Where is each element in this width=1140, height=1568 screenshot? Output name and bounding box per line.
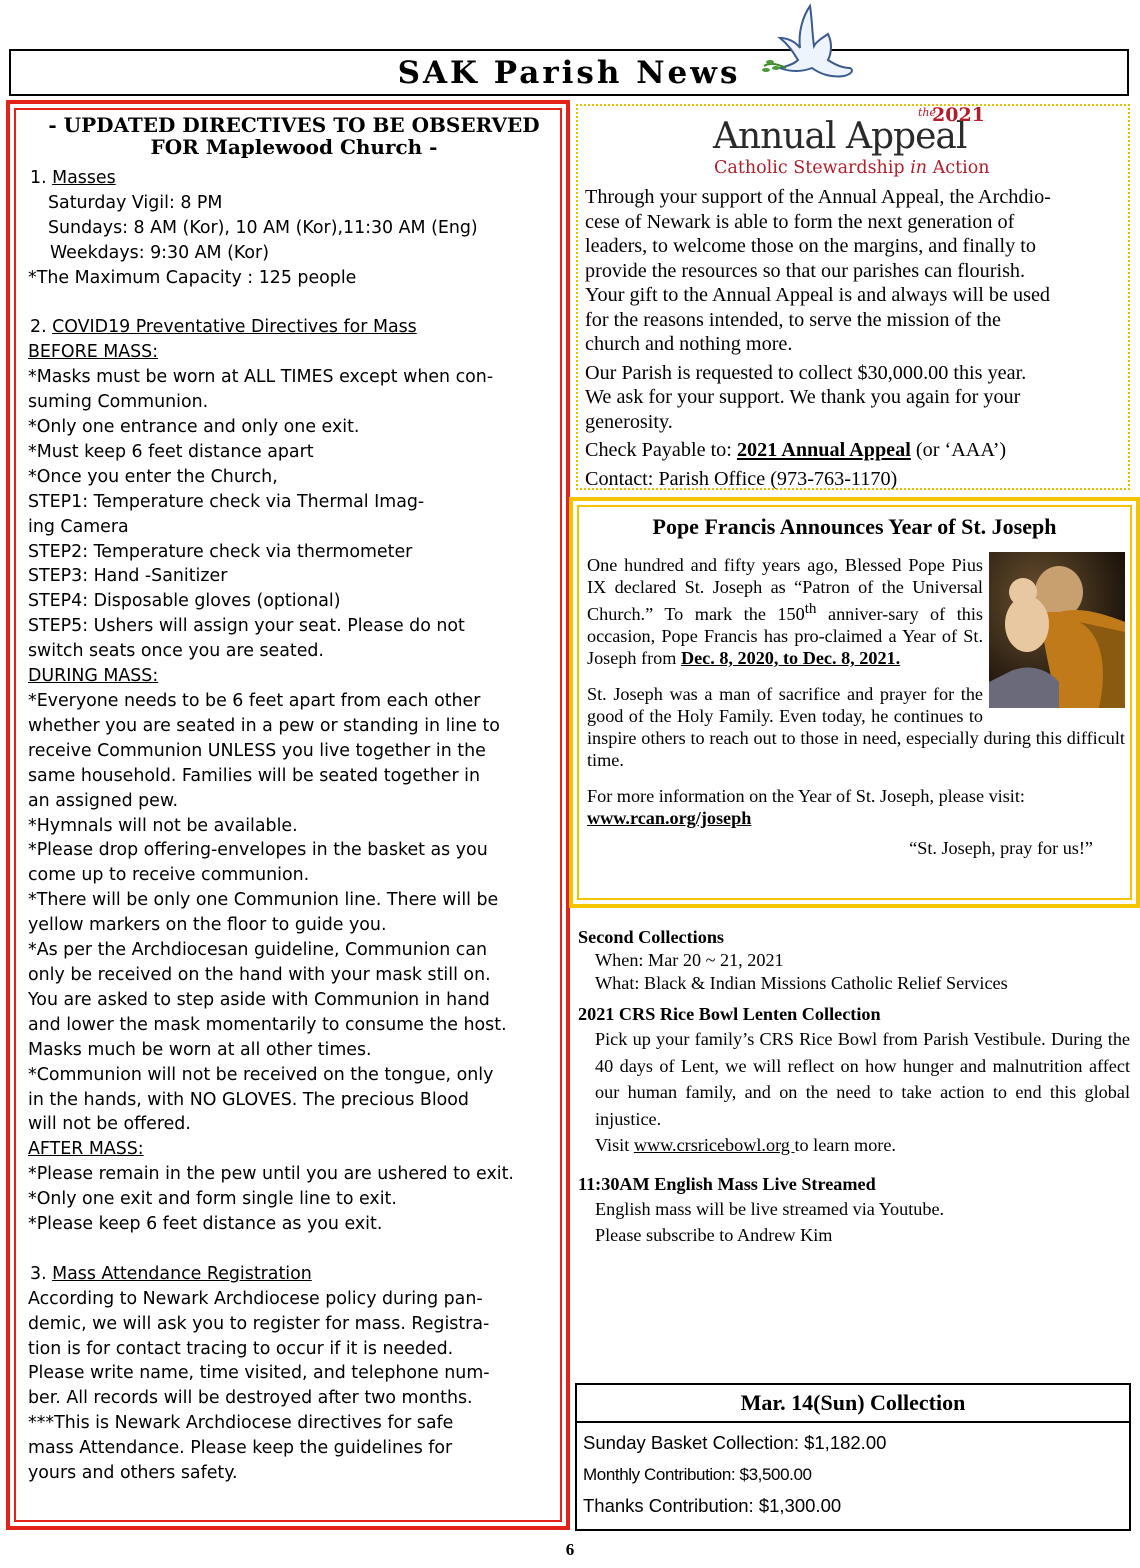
before-mass-line: *Only one entrance and only one exit. <box>28 417 360 438</box>
appeal-line: Our Parish is requested to collect $30,000.00 this year. <box>585 361 1027 384</box>
collection-row: Thanks Contribution: $1,300.00 <box>583 1495 842 1516</box>
covid-heading: 2. COVID19 Preventative Directives for Mass <box>30 317 417 338</box>
during-mass-line: same household. Families will be seated together in <box>28 765 480 786</box>
second-collections-when: When: Mar 20 ~ 21, 2021 <box>595 950 784 970</box>
annual-appeal-subtitle: Catholic Stewardship in Action <box>714 158 990 178</box>
before-mass-line: suming Communion. <box>28 392 209 413</box>
before-mass-line: STEP3: Hand -Sanitizer <box>28 566 228 587</box>
after-mass-line: *Please keep 6 feet distance as you exit. <box>28 1214 383 1235</box>
livestream-line-2: Please subscribe to Andrew Kim <box>595 1224 833 1245</box>
before-mass-line: switch seats once you are seated. <box>28 641 324 662</box>
newsletter-title: SAK Parish News <box>397 55 741 91</box>
during-mass-line: yellow markers on the floor to guide you. <box>28 915 387 936</box>
appeal-line: Through your support of the Annual Appeal, the Archdio- <box>585 186 1051 208</box>
during-mass-line: *There will be only one Communion line. There will be <box>28 890 499 911</box>
annual-appeal-text <box>585 185 1125 491</box>
annual-appeal-logo: Annual Appeal the 2021 Catholic Stewardship in Action <box>713 104 990 178</box>
during-mass-line: *Communion will not be received on the tongue, only <box>28 1064 494 1085</box>
collection-table-title: Mar. 14(Sun) Collection <box>577 1385 1129 1423</box>
pope-paragraph-1: One hundred and fifty years ago, Blessed Pope Pius IX declared St. Joseph as “Patron of the Universal Church.” To mark the 150th anniver-sary of this occasion, Pope Francis has pro-claimed a Year of St. Joseph from Dec. 8, 2020, to Dec. 8, 2021. <box>587 555 983 669</box>
second-collections-what: What: Black & Indian Missions Catholic Relief Services <box>595 973 1008 993</box>
during-mass-line: in the hands, with NO GLOVES. The precious Blood <box>28 1089 469 1110</box>
registration-line: tion is for contact tracing to occur if it is needed. <box>28 1338 454 1359</box>
before-mass-line: STEP2: Temperature check via thermometer <box>28 541 413 562</box>
crsricebowl-link[interactable]: www.crsricebowl.org <box>633 1135 795 1155</box>
appeal-line: leaders, to welcome those on the margins, and finally to <box>585 235 1036 257</box>
appeal-line: provide the resources so that our parishes can flourish. <box>585 259 1026 282</box>
registration-line: yours and others safety. <box>28 1463 238 1484</box>
appeal-line: cese of Newark is able to form the next generation of <box>585 210 1015 233</box>
registration-line: mass Attendance. Please keep the guidelines for <box>28 1438 453 1459</box>
parish-contact: Contact: Parish Office (973-763-1170) <box>585 467 898 490</box>
pope-paragraph-2: St. Joseph was a man of sacrifice and prayer for the good of the Holy Family. Even today, he continues to inspire others to reach out to those in need, especially during this difficult time. <box>587 684 1125 771</box>
collection-table <box>575 1383 1131 1531</box>
appeal-line: We ask for your support. We thank you again for your <box>585 386 1021 408</box>
directives-title: - UPDATED DIRECTIVES TO BE OBSERVED FOR Maplewood Church - <box>48 113 540 159</box>
registration-line: demic, we will ask you to register for mass. Registra- <box>28 1313 490 1334</box>
collection-table-rows <box>577 1423 1129 1522</box>
pope-paragraph-3: For more information on the Year of St. Joseph, please visit: <box>587 786 1025 807</box>
during-mass-list <box>28 689 560 1137</box>
during-mass-line: receive Communion UNLESS you live together in the <box>28 740 486 761</box>
pope-article-body <box>587 554 1125 859</box>
rice-bowl-text: Pick up your family’s CRS Rice Bowl from Parish Vestibule. During the 40 days of Lent, we will reflect on how hunger and malnutrition affect our human family, and on the need to take action to end this global injustice. <box>595 1029 1130 1129</box>
rice-bowl-visit: Visit www.crsricebowl.org to learn more. <box>595 1135 896 1155</box>
registration-line: Please write name, time visited, and telephone num- <box>28 1363 490 1384</box>
during-mass-heading: DURING MASS: <box>28 666 159 687</box>
page-number: 6 <box>565 1540 575 1559</box>
during-mass-line: only be received on the hand with your mask still on. <box>28 964 491 985</box>
second-collections-heading: Second Collections <box>578 927 725 947</box>
collection-row: Sunday Basket Collection: $1,182.00 <box>583 1432 887 1453</box>
livestream-heading: 11:30AM English Mass Live Streamed <box>578 1173 876 1194</box>
during-mass-line: whether you are seated in a pew or standing in line to <box>28 715 500 736</box>
after-mass-line: *Please remain in the pew until you are ushered to exit. <box>28 1164 514 1185</box>
during-mass-line: and lower the mask momentarily to consume the host. <box>28 1014 507 1035</box>
before-mass-line: ing Camera <box>28 516 129 537</box>
registration-line: According to Newark Archdiocese policy during pan- <box>28 1288 483 1309</box>
registration-line: ber. All records will be destroyed after two months. <box>28 1388 473 1409</box>
rcan-joseph-link[interactable]: www.rcan.org/joseph <box>587 808 752 829</box>
during-mass-line: will not be offered. <box>28 1114 191 1135</box>
during-mass-line: *As per the Archdiocesan guideline, Communion can <box>28 940 487 961</box>
during-mass-line: *Everyone needs to be 6 feet apart from each other <box>28 691 481 712</box>
dove-icon <box>758 2 858 100</box>
masses-heading: 1. Masses <box>30 168 116 188</box>
after-mass-list <box>28 1162 560 1237</box>
before-mass-line: STEP1: Temperature check via Thermal Imag- <box>28 491 425 512</box>
during-mass-line: come up to receive communion. <box>28 865 310 886</box>
registration-line: ***This is Newark Archdiocese directives for safe <box>28 1413 454 1434</box>
announcements <box>578 926 1130 1248</box>
before-mass-line: STEP4: Disposable gloves (optional) <box>28 591 341 612</box>
saturday-vigil: Saturday Vigil: 8 PM <box>48 192 223 213</box>
after-mass-line: *Only one exit and form single line to exit. <box>28 1189 397 1210</box>
before-mass-line: *Masks must be worn at ALL TIMES except when con- <box>28 367 494 388</box>
registration-heading: 3. Mass Attendance Registration <box>30 1263 312 1284</box>
during-mass-line: You are asked to step aside with Communion in hand <box>28 989 490 1010</box>
sunday-masses: Sundays: 8 AM (Kor), 10 AM (Kor),11:30 AM (Eng) <box>48 217 478 238</box>
appeal-line: church and nothing more. <box>585 333 793 355</box>
pope-quote: “St. Joseph, pray for us!” <box>909 838 1093 859</box>
directives-content <box>28 114 560 1486</box>
during-mass-line: *Please drop offering-envelopes in the basket as you <box>28 840 488 861</box>
before-mass-line: STEP5: Ushers will assign your seat. Please do not <box>28 616 465 637</box>
livestream-line-1: English mass will be live streamed via Youtube. <box>595 1198 945 1219</box>
max-capacity: *The Maximum Capacity : 125 people <box>28 267 357 288</box>
during-mass-line: *Hymnals will not be available. <box>28 815 298 836</box>
collection-row: Monthly Contribution: $3,500.00 <box>583 1464 812 1484</box>
after-mass-heading: AFTER MASS: <box>28 1139 144 1160</box>
before-mass-heading: BEFORE MASS: <box>28 342 159 363</box>
pope-article-title: Pope Francis Announces Year of St. Joseph <box>652 514 1057 539</box>
before-mass-list <box>28 365 560 664</box>
weekday-masses: Weekdays: 9:30 AM (Kor) <box>50 242 269 263</box>
appeal-line: Your gift to the Annual Appeal is and always will be used <box>585 284 1051 306</box>
st-joseph-painting <box>989 552 1125 708</box>
appeal-line: for the reasons intended, to serve the mission of the <box>585 308 1001 331</box>
before-mass-line: *Must keep 6 feet distance apart <box>28 441 314 462</box>
rice-bowl-heading: 2021 CRS Rice Bowl Lenten Collection <box>578 1004 881 1024</box>
registration-list <box>28 1287 560 1486</box>
check-payable: Check Payable to: 2021 Annual Appeal (or ‘AAA’) <box>585 439 1007 461</box>
during-mass-line: an assigned pew. <box>28 790 179 811</box>
appeal-line: generosity. <box>585 410 673 433</box>
before-mass-line: *Once you enter the Church, <box>28 466 278 487</box>
during-mass-line: Masks much be worn at all other times. <box>28 1039 372 1060</box>
masthead <box>9 49 1129 96</box>
